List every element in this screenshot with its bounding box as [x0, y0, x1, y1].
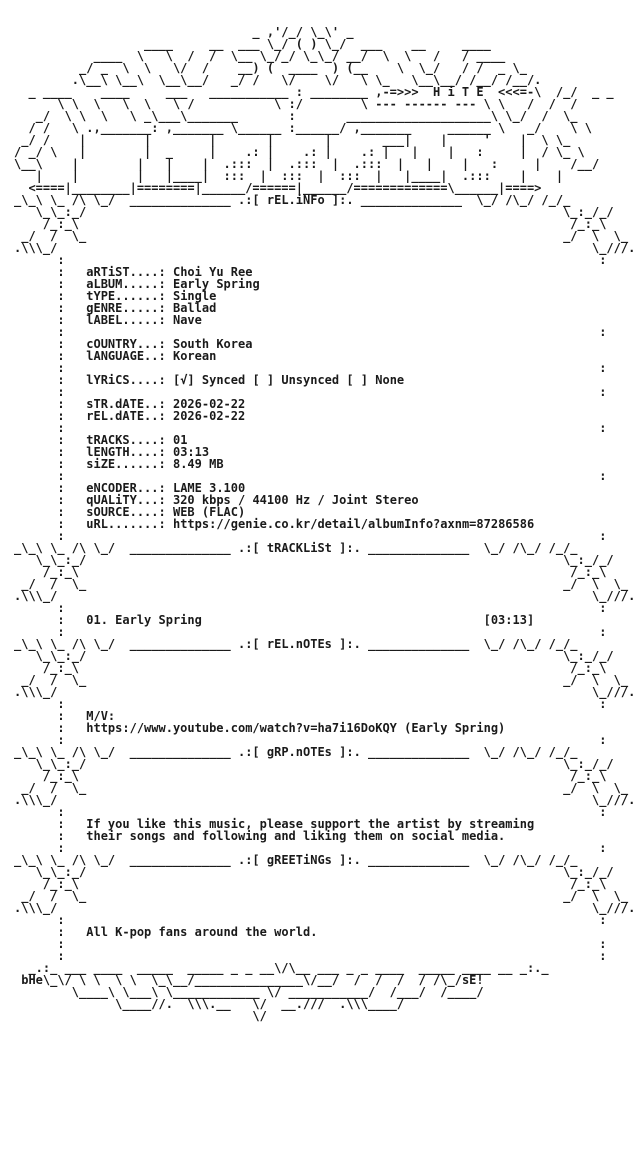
size-value: 8.49 MB: [172, 457, 224, 471]
ascii-art: :: [14, 505, 87, 519]
rel-date-label: rEL.dATE..:: [86, 409, 166, 423]
quality-value: 320 kbps / 44100 Hz / Joint Stereo: [172, 493, 419, 507]
ascii-logo-line: / _/ \ | | _ | .: | .: | .: | | | : | / \_ \: [14, 145, 585, 159]
quality-label: qUALiTY...:: [86, 493, 166, 507]
ascii-logo-line: _/ \ \ \ \ _\___\_______ : ____________________\ \_/ / \_: [14, 109, 578, 123]
ascii-art: : :: [14, 361, 607, 375]
ascii-art: /_:_\ /_:_\: [14, 565, 607, 579]
ascii-art: \_\_:_/ \_:_/_/: [14, 865, 614, 879]
ascii-art: /_:_\ /_:_\: [14, 769, 607, 783]
type-value: Single: [172, 289, 217, 303]
group-note-line: If you like this music, please support the artist by streaming: [86, 817, 535, 831]
ascii-art: :: [14, 457, 87, 471]
ascii-art: ______________ \_/ /\_/ /_/_: [360, 541, 578, 555]
ascii-art: :: [14, 613, 87, 627]
section-title-release-info: .:[ rEL.iNFo ]:.: [237, 193, 354, 207]
ascii-art: /_:_\ /_:_\: [14, 661, 607, 675]
ascii-logo-line: \ \ \ \ \ \ / \ :/ \ --- ------ --- \ \ / / /: [14, 97, 578, 111]
footer-left-tag: bHe: [21, 973, 43, 987]
tracks-label: tRACKS....:: [86, 433, 166, 447]
ascii-art: \____//. \\\.__ \/ __./// .\\\____/: [14, 997, 405, 1011]
ascii-art: : :: [14, 841, 607, 855]
ascii-art: .\\\_/ \_///.: [14, 241, 636, 255]
ascii-art: \_\_:_/ \_:_/_/: [14, 553, 614, 567]
encoder-value: LAME 3.100: [172, 481, 246, 495]
ascii-art: \_\_:_/ \_:_/_/: [14, 757, 614, 771]
length-label: lENGTH....:: [86, 445, 166, 459]
size-label: siZE......:: [86, 457, 166, 471]
genre-label: gENRE.....:: [86, 301, 166, 315]
ascii-art: :: [14, 517, 87, 531]
ascii-art: : :: [14, 697, 607, 711]
album-label: aLBUM.....:: [86, 277, 166, 291]
greetings-line: All K-pop fans around the world.: [86, 925, 318, 939]
ascii-art: ______________ \_/ /\_/ /_/_: [353, 193, 571, 207]
ascii-art: _/ / \_ _/ \ \_: [14, 229, 629, 243]
ascii-art: _\_\ \_ /\ \_/ ______________: [14, 853, 238, 867]
ascii-art: :: [14, 445, 87, 459]
ascii-art: :: [14, 277, 87, 291]
ascii-art: :: [14, 397, 87, 411]
tracks-value: 01: [172, 433, 188, 447]
str-date-value: 2026-02-22: [172, 397, 246, 411]
ascii-art: : :: [14, 325, 607, 339]
ascii-logo-line: <====|________|========|______/======|______/=============\______|====>: [14, 181, 542, 195]
artist-value: Choi Yu Ree: [172, 265, 253, 279]
source-value: WEB (FLAC): [172, 505, 246, 519]
group-note-line: their songs and following and liking them on social media.: [86, 829, 506, 843]
ascii-art: :: [14, 289, 87, 303]
ascii-art: : :: [14, 625, 607, 639]
ascii-art: : :: [14, 253, 607, 267]
ascii-art: /_:_\ /_:_\: [14, 877, 607, 891]
ascii-art: :: [14, 265, 87, 279]
ascii-art: _\_\ \_ /\ \_/ ______________: [14, 193, 238, 207]
ascii-art: :: [14, 829, 87, 843]
url-link[interactable]: https://genie.co.kr/detail/albumInfo?axnm=87286586: [172, 517, 535, 531]
ascii-art: :: [14, 433, 87, 447]
ascii-art: .\\\_/ \_///.: [14, 793, 636, 807]
ascii-art: .\\\_/ \_///.: [14, 901, 636, 915]
ascii-art: :: [14, 409, 87, 423]
ascii-logo-line: _ ____ ____ ___ ___________ : ________ ,-=>>> H i T E <<<=-\ /_/ _ _: [14, 85, 614, 99]
ascii-art: : :: [14, 469, 607, 483]
ascii-logo-line: ____ __ ___ \_/ ( ) \_/ ___ __ ____: [14, 37, 491, 51]
ascii-art: \_\_:_/ \_:_/_/: [14, 649, 614, 663]
lyrics-value: [√] Synced [ ] Unsynced [ ] None: [172, 373, 405, 387]
ascii-art: _\_\ \_ /\ \_/ ______________: [14, 637, 238, 651]
lyrics-label: lYRiCS....:: [86, 373, 166, 387]
ascii-art: _\_\ \_ /\ \_/ ______________: [14, 541, 238, 555]
str-date-label: sTR.dATE..:: [86, 397, 166, 411]
ascii-art: _/ / \_ _/ \ \_: [14, 781, 629, 795]
section-title-tracklist: .:[ tRACKLiSt ]:.: [237, 541, 361, 555]
ascii-art: :: [14, 301, 87, 315]
ascii-logo-line: _/ / | | | | | ___| | ' | \ \_: [14, 133, 571, 147]
ascii-art: : :: [14, 805, 607, 819]
ascii-art: :: [14, 337, 87, 351]
ascii-art: :: [14, 925, 87, 939]
ascii-art: : :: [14, 949, 607, 963]
nfo-document: [14, 26, 635, 1022]
language-label: lANGUAGE..:: [86, 349, 166, 363]
ascii-art: :: [14, 349, 87, 363]
mv-link[interactable]: https://www.youtube.com/watch?v=ha7i16DoKQY (Early Spring): [86, 721, 506, 735]
ascii-logo-line: \__\ | | | | .::: | .::: | .::: | | | : | /__/: [14, 157, 600, 171]
ascii-art: : :: [14, 937, 607, 951]
section-title-greetings: .:[ gREETiNGs ]:.: [237, 853, 361, 867]
ascii-art: _/ / \_ _/ \ \_: [14, 673, 629, 687]
ascii-art: : :: [14, 529, 607, 543]
ascii-art: :: [14, 373, 87, 387]
track-title: 01. Early Spring: [86, 613, 484, 627]
ascii-art: : :: [14, 733, 607, 747]
artist-label: aRTiST....:: [86, 265, 166, 279]
ascii-logo-line: ____ \ \ / / \__ \_/_/ \_\_/ __/ \ \ / / ____: [14, 49, 506, 63]
type-label: tYPE......:: [86, 289, 166, 303]
ascii-art: :: [14, 481, 87, 495]
track-duration: [03:13]: [483, 613, 535, 627]
ascii-art: :: [14, 709, 87, 723]
ascii-art: _\_\ \_ /\ \_/ ______________: [14, 745, 238, 759]
ascii-art: _/ / \_ _/ \ \_: [14, 889, 629, 903]
ascii-art: : :: [14, 601, 607, 615]
section-title-release-notes: .:[ rEL.nOTEs ]:.: [237, 637, 361, 651]
ascii-logo-line: / / \ .,_______: ,_______ \______ :______/ ,_______ ______ \ _/ \ \: [14, 121, 592, 135]
ascii-art: : :: [14, 421, 607, 435]
label-label: lABEL.....:: [86, 313, 166, 327]
label-value: Nave: [172, 313, 202, 327]
ascii-art: :: [14, 493, 87, 507]
ascii-art: :: [14, 721, 87, 735]
footer-art: [14, 1010, 635, 1022]
album-value: Early Spring: [172, 277, 260, 291]
source-label: sOURCE....:: [86, 505, 166, 519]
country-label: cOUNTRY...:: [86, 337, 166, 351]
section-title-group-notes: .:[ gRP.nOTEs ]:.: [237, 745, 361, 759]
ascii-art: ______________ \_/ /\_/ /_/_: [360, 637, 578, 651]
mv-label: M/V:: [86, 709, 116, 723]
ascii-art: ______________ \_/ /\_/ /_/_: [360, 853, 578, 867]
ascii-art: _.:_ ___ ____ _____ _____ _ _ __\/\__ ___ _ _ ____ _____ ____ __ _:._: [14, 961, 549, 975]
ascii-art: \____\ \___\ \____________ \/ ___________/ /___/ /____/: [14, 985, 484, 999]
ascii-art: \/: [14, 1009, 267, 1023]
ascii-art: : :: [14, 913, 607, 927]
country-value: South Korea: [172, 337, 253, 351]
ascii-art: .\\\_/ \_///.: [14, 685, 636, 699]
ascii-art: :: [14, 817, 87, 831]
footer-right-tag: sE!: [461, 973, 484, 987]
language-value: Korean: [172, 349, 217, 363]
ascii-logo-line: _ ,'/_/ \_\' _: [14, 25, 354, 39]
ascii-art: /_:_\ /_:_\: [14, 217, 607, 231]
rel-date-value: 2026-02-22: [172, 409, 246, 423]
ascii-logo-line: | | | |____| ::: | ::: | ::: | |____| .::: | |: [14, 169, 564, 183]
url-label: uRL.......:: [86, 517, 166, 531]
ascii-art: .\\\_/ \_///.: [14, 589, 636, 603]
ascii-logo-line: .\__\ \__\ \__\__/ _/ / \/ \/ \ \_ \__\__/ /__/ /__/.: [14, 73, 542, 87]
ascii-logo-line: _/ _ \ \ \/ / __) ( ____ ) (__ \ \_/ / / _ \_: [14, 61, 527, 75]
ascii-art: ______________ \_/ /\_/ /_/_: [360, 745, 578, 759]
genre-value: Ballad: [172, 301, 217, 315]
ascii-art: : :: [14, 385, 607, 399]
ascii-art: _/ / \_ _/ \ \_: [14, 577, 629, 591]
ascii-art: \_\_:_/ \_:_/_/: [14, 205, 614, 219]
ascii-art: \_\/ \ \ \ \ \_\__/_______________\/__/ / / / / /\_/: [42, 973, 462, 987]
encoder-label: eNCODER...:: [86, 481, 166, 495]
ascii-art: :: [14, 313, 87, 327]
length-value: 03:13: [172, 445, 210, 459]
